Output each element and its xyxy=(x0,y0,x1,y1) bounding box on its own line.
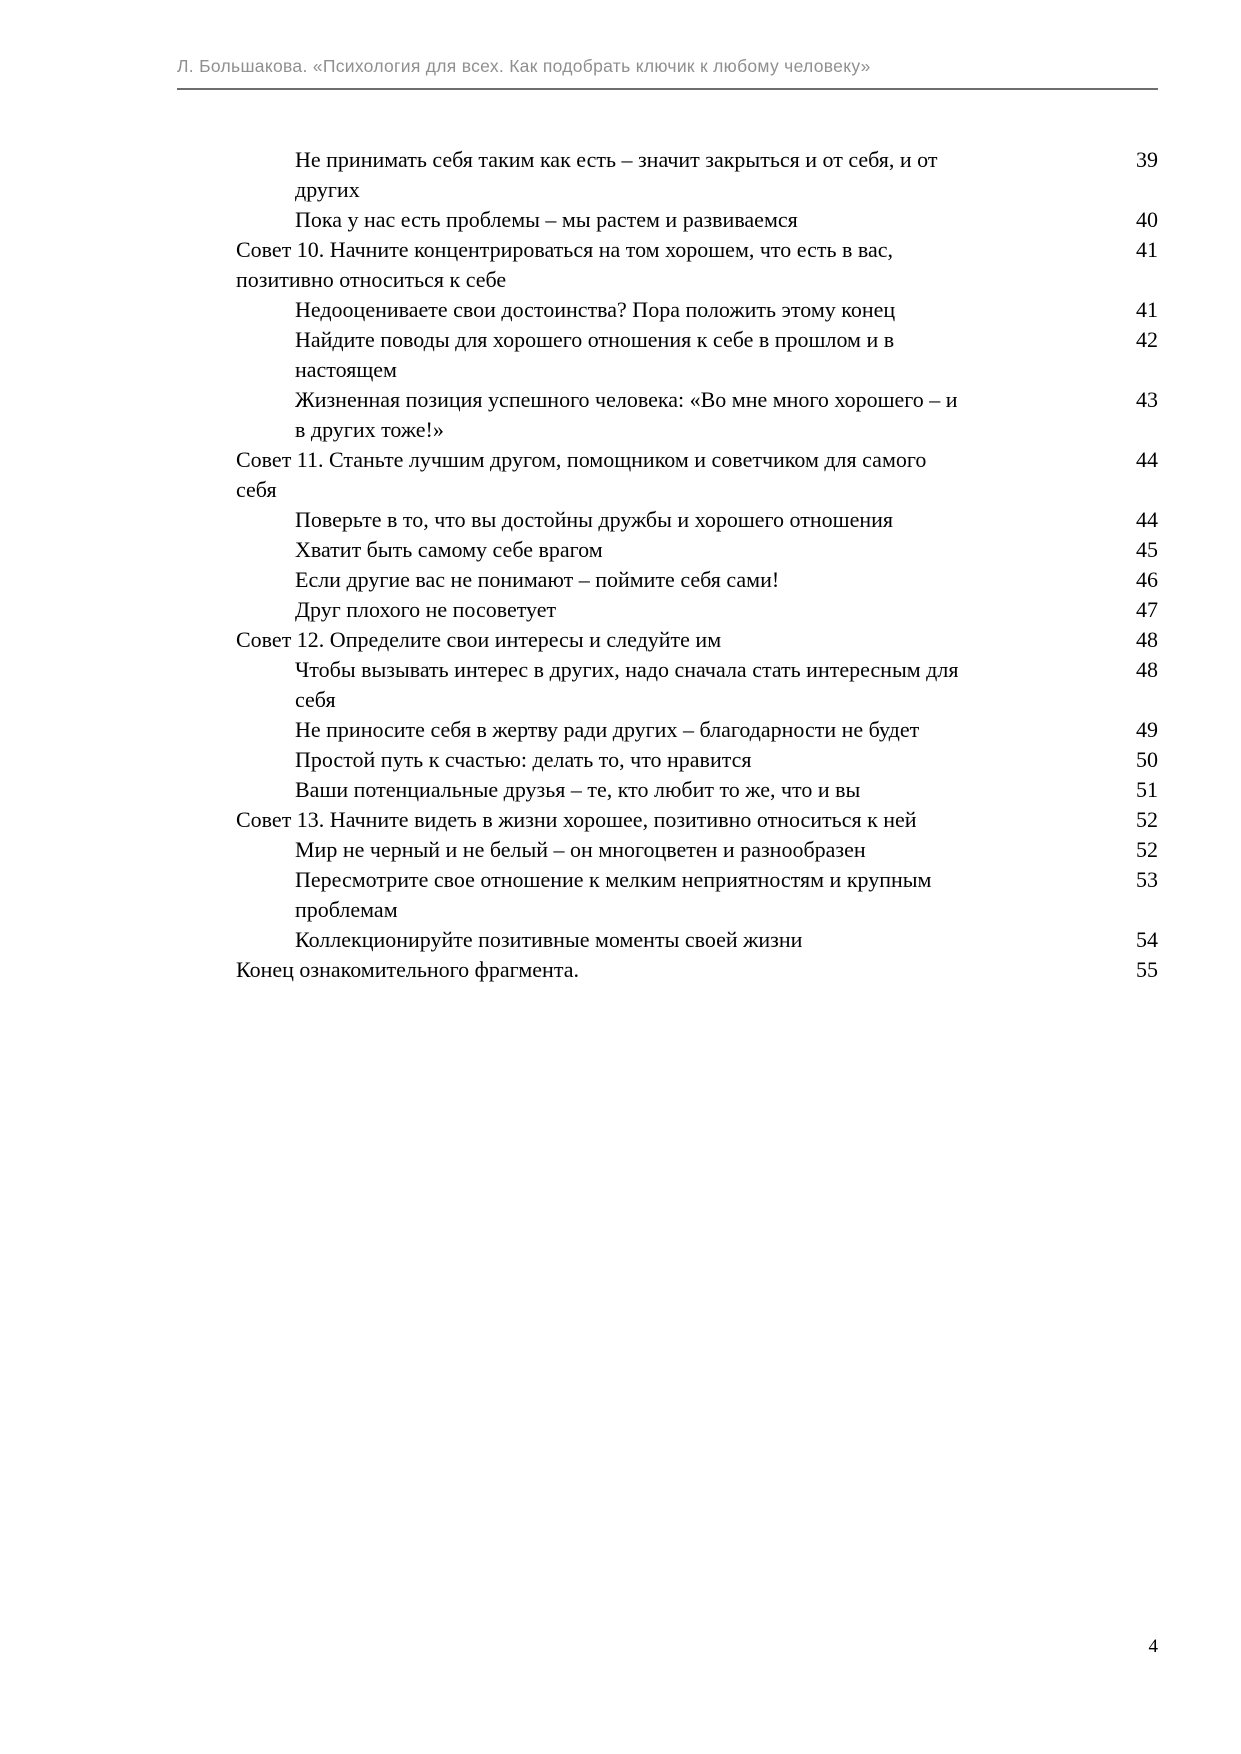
toc-entry-title: Не принимать себя таким как есть – значит закрыться и от себя, и от других xyxy=(295,147,938,202)
toc-entry[interactable] xyxy=(236,505,1158,535)
toc-entry[interactable] xyxy=(236,925,1158,955)
toc-entry-page: 53 xyxy=(1136,867,1158,892)
toc-entry-page: 44 xyxy=(1136,447,1158,472)
toc-entry-title: Ваши потенциальные друзья – те, кто любит то же, что и вы xyxy=(295,777,861,802)
toc-entry-title: Друг плохого не посоветует xyxy=(295,597,557,622)
toc-entry-page: 47 xyxy=(1136,597,1158,622)
toc-entry-title: Найдите поводы для хорошего отношения к себе в прошлом и в настоящем xyxy=(295,327,895,382)
toc-entry-page: 39 xyxy=(1136,147,1158,172)
running-header: Л. Большакова. «Психология для всех. Как подобрать ключик к любому человеку» xyxy=(177,56,871,76)
toc-entry-page: 41 xyxy=(1136,237,1158,262)
toc-entry-page: 55 xyxy=(1136,957,1158,982)
toc-entry[interactable] xyxy=(236,805,1158,835)
toc-entry-page: 48 xyxy=(1136,657,1158,682)
toc-entry-title: Конец ознакомительного фрагмента. xyxy=(236,957,579,982)
toc-entry[interactable] xyxy=(236,775,1158,805)
toc-entry-title: Совет 10. Начните концентрироваться на том хорошем, что есть в вас, позитивно относиться к себе xyxy=(236,237,893,292)
toc-entry[interactable] xyxy=(236,145,1158,205)
toc-entry-title: Совет 12. Определите свои интересы и следуйте им xyxy=(236,627,722,652)
toc-entry-page: 45 xyxy=(1136,537,1158,562)
toc-entry-title: Простой путь к счастью: делать то, что нравится xyxy=(295,747,752,772)
toc-entry-title: Поверьте в то, что вы достойны дружбы и хорошего отношения xyxy=(295,507,893,532)
table-of-contents xyxy=(236,145,1158,985)
toc-entry[interactable] xyxy=(236,295,1158,325)
toc-entry[interactable] xyxy=(236,565,1158,595)
toc-entry[interactable] xyxy=(236,205,1158,235)
toc-entry-title: Совет 13. Начните видеть в жизни хорошее, позитивно относиться к ней xyxy=(236,807,917,832)
toc-entry[interactable] xyxy=(236,835,1158,865)
toc-entry-title: Пока у нас есть проблемы – мы растем и развиваемся xyxy=(295,207,798,232)
toc-entry-page: 41 xyxy=(1136,297,1158,322)
toc-entry[interactable] xyxy=(236,595,1158,625)
toc-entry[interactable] xyxy=(236,325,1158,385)
toc-entry-title: Пересмотрите свое отношение к мелким неприятностям и крупным проблемам xyxy=(295,867,932,922)
toc-entry[interactable] xyxy=(236,865,1158,925)
toc-entry-title: Мир не черный и не белый – он многоцветен и разнообразен xyxy=(295,837,866,862)
toc-entry-page: 43 xyxy=(1136,387,1158,412)
toc-entry[interactable] xyxy=(236,715,1158,745)
toc-entry-page: 50 xyxy=(1136,747,1158,772)
toc-entry-page: 51 xyxy=(1136,777,1158,802)
toc-entry-page: 46 xyxy=(1136,567,1158,592)
toc-entry[interactable] xyxy=(236,445,1158,505)
toc-entry[interactable] xyxy=(236,655,1158,715)
toc-entry-page: 54 xyxy=(1136,927,1158,952)
toc-entry-page: 52 xyxy=(1136,807,1158,832)
toc-entry-page: 42 xyxy=(1136,327,1158,352)
toc-entry-title: Не приносите себя в жертву ради других – благодарности не будет xyxy=(295,717,920,742)
toc-entry[interactable] xyxy=(236,535,1158,565)
toc-entry-title: Недооцениваете свои достоинства? Пора положить этому конец xyxy=(295,297,896,322)
toc-entry[interactable] xyxy=(236,235,1158,295)
toc-entry-title: Совет 11. Станьте лучшим другом, помощником и советчиком для самого себя xyxy=(236,447,927,502)
toc-entry-title: Коллекционируйте позитивные моменты своей жизни xyxy=(295,927,803,952)
toc-entry[interactable] xyxy=(236,955,1158,985)
toc-entry[interactable] xyxy=(236,745,1158,775)
toc-entry-title: Чтобы вызывать интерес в других, надо сначала стать интересным для себя xyxy=(295,657,959,712)
toc-entry-title: Хватит быть самому себе врагом xyxy=(295,537,603,562)
toc-entry-title: Жизненная позиция успешного человека: «Во мне много хорошего – и в других тоже!» xyxy=(295,387,958,442)
page-number: 4 xyxy=(1148,1636,1158,1657)
toc-entry-page: 48 xyxy=(1136,627,1158,652)
toc-entry-page: 52 xyxy=(1136,837,1158,862)
toc-entry-page: 40 xyxy=(1136,207,1158,232)
toc-entry-page: 49 xyxy=(1136,717,1158,742)
toc-entry-title: Если другие вас не понимают – поймите себя сами! xyxy=(295,567,780,592)
header-rule xyxy=(177,88,1158,90)
toc-entry[interactable] xyxy=(236,625,1158,655)
toc-entry[interactable] xyxy=(236,385,1158,445)
toc-entry-page: 44 xyxy=(1136,507,1158,532)
